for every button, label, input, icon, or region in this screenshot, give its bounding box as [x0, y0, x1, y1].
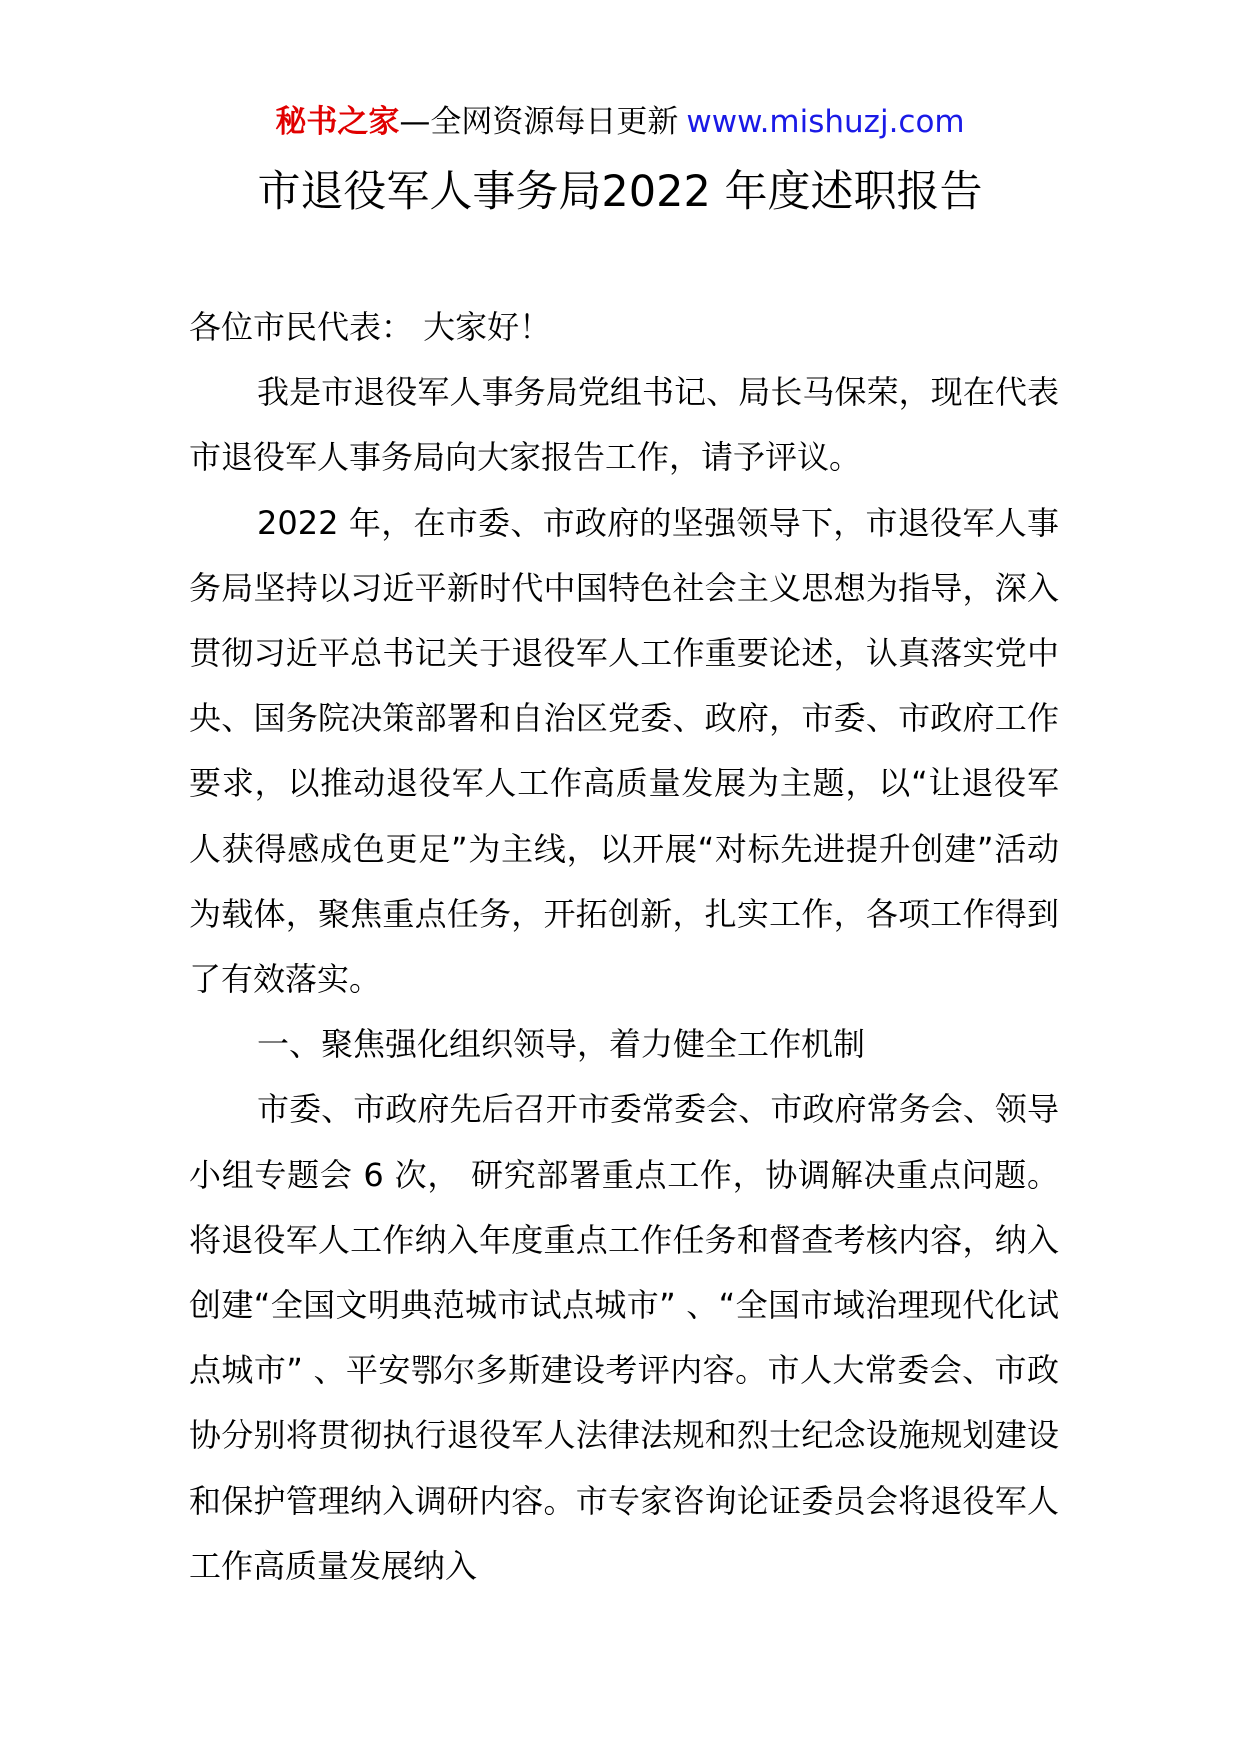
- paragraph-intro: 我是市退役军人事务局党组书记、局长马保荣，现在代表市退役军人事务局向大家报告工作，请予评议。: [189, 373, 1059, 477]
- site-banner: [0, 102, 1240, 142]
- section-heading: 一、聚焦强化组织领导，着力健全工作机制: [257, 1025, 866, 1064]
- brand-name: 秘书之家: [275, 104, 400, 140]
- document-body: [189, 295, 1059, 1599]
- brand-slogan: —全网资源每日更新: [399, 104, 679, 140]
- greeting: 各位市民代表： 大家好！: [189, 308, 552, 346]
- paragraph-summary: 2022 年，在市委、市政府的坚强领导下，市退役军人事务局坚持以习近平新时代中国特色社会主义思想为指导，深入贯彻习近平总书记关于退役军人工作重要论述，认真落实党中央、国务院决策部署和自治区党委、政府，市委、市政府工作要求，以推动退役军人工作高质量发展为主题，以“让退役军人获得感成色更足”为主线，以开展“对标先进提升创建”活动为载体，聚焦重点任务，开拓创新，扎实工作，各项工作得到了有效落实。: [189, 503, 1059, 999]
- paragraph-section-1: 市委、市政府先后召开市委常委会、市政府常务会、领导小组专题会 6 次， 研究部署重点工作，协调解决重点问题。将退役军人工作纳入年度重点工作任务和督查考核内容，纳入创建“全国文明典范城市试点城市” 、“全国市域治理现代化试点城市” 、平安鄂尔多斯建设考评内容。市人大常委会、市政协分别将贯彻执行退役军人法律法规和烈士纪念设施规划建设和保护管理纳入调研内容。市专家咨询论证委员会将退役军人工作高质量发展纳入: [189, 1090, 1059, 1585]
- document-title: 市退役军人事务局2022 年度述职报告: [257, 167, 983, 217]
- site-url-link[interactable]: www.mishuzj.com: [686, 104, 965, 140]
